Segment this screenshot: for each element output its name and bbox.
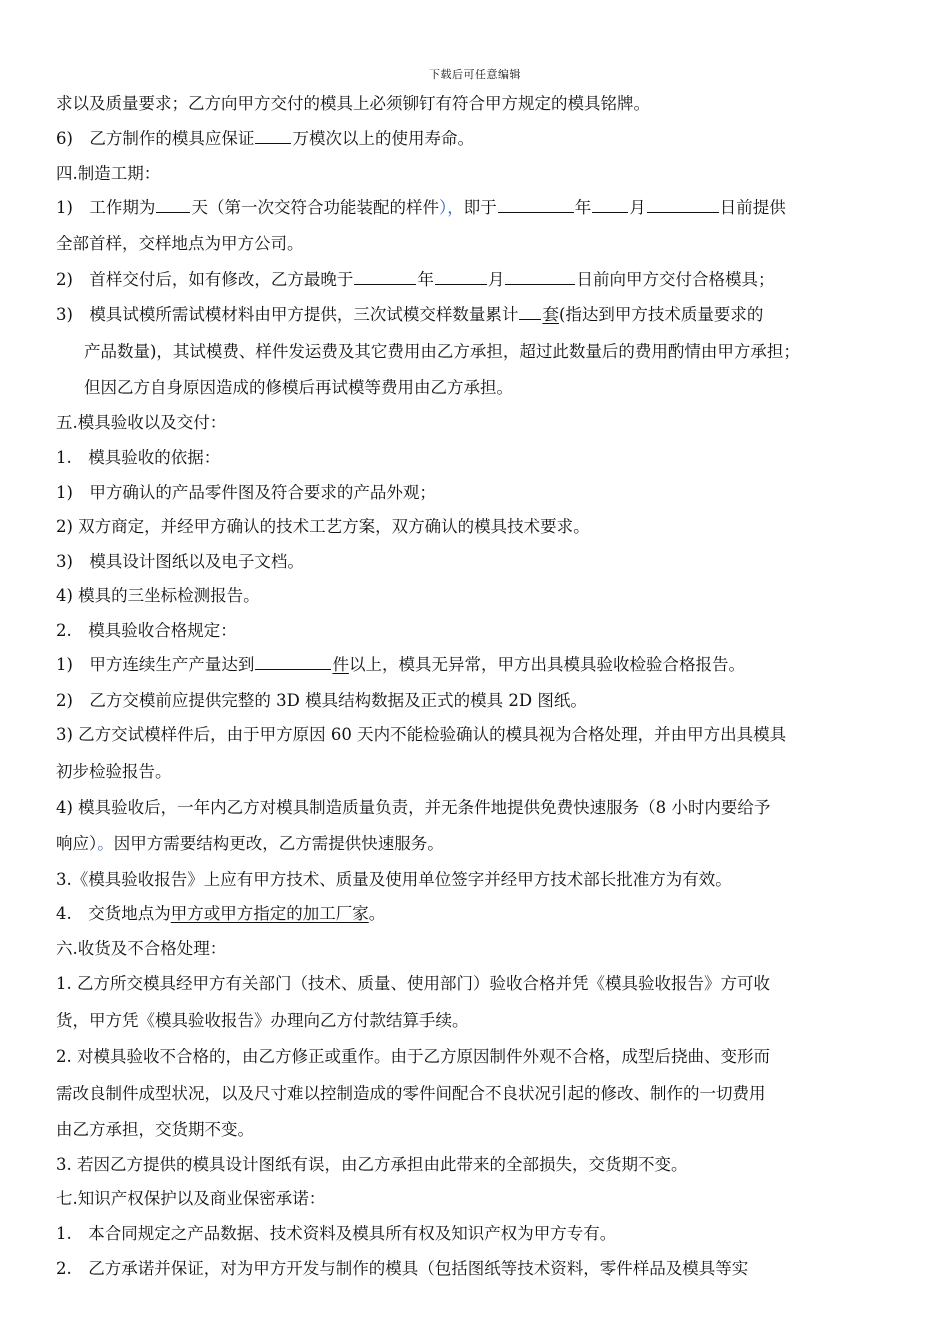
text-line: 1) 工作期为 天（第一次交符合功能装配的样件），即于 年 月 日前提供 (56, 198, 786, 217)
text-line: 响应）。因甲方需要结构更改，乙方需提供快速服务。 (56, 834, 444, 853)
text-line: 3.《模具验收报告》上应有甲方技术、质量及使用单位签字并经甲方技术部长批准方为有效。 (56, 870, 732, 889)
fill-blank (156, 211, 190, 213)
text-line: 货，甲方凭《模具验收报告》办理向乙方付款结算手续。 (56, 1011, 469, 1030)
text-line: 产品数量)，其试模费、样件发运费及其它费用由乙方承担，超过此数量后的费用酌情由甲方承担； (84, 342, 800, 361)
fill-blank (498, 211, 574, 213)
text-line: 3) 模具试模所需试模材料由甲方提供，三次试模交样数量累计 套(指达到甲方技术质量要求的 (56, 305, 764, 324)
section-heading: 六.收货及不合格处理： (56, 939, 227, 958)
text-line: 2. 模具验收合格规定： (56, 621, 237, 640)
text-line: 全部首样，交样地点为甲方公司。 (56, 234, 304, 253)
fill-blank (505, 283, 575, 285)
text-line: 1. 本合同规定之产品数据、技术资料及模具所有权及知识产权为甲方专有。 (56, 1224, 617, 1243)
text-line: 4) 模具验收后，一年内乙方对模具制造质量负责，并无条件地提供免费快速服务（8 小时内要给予 (56, 798, 771, 817)
text-line: 4) 模具的三坐标检测报告。 (56, 586, 260, 605)
page-header: 下载后可任意编辑 (429, 68, 521, 81)
text-line: 求以及质量要求；乙方向甲方交付的模具上必须铆钉有符合甲方规定的模具铭牌。 (56, 94, 650, 113)
text-line: 由乙方承担，交货期不变。 (56, 1120, 254, 1139)
text-line: 1. 模具验收的依据： (56, 448, 221, 467)
section-heading: 七.知识产权保护以及商业保密承诺： (56, 1189, 326, 1208)
text-line: 需改良制件成型状况，以及尺寸难以控制造成的零件间配合不良状况引起的修改、制作的一切费用 (56, 1084, 766, 1103)
text-line: 2) 双方商定，并经甲方确认的技术工艺方案，双方确认的模具技术要求。 (56, 517, 590, 536)
text-line: 1) 甲方确认的产品零件图及符合要求的产品外观； (56, 483, 436, 502)
text-line: 1) 甲方连续生产产量达到 件以上，模具无异常，甲方出具模具验收检验合格报告。 (56, 655, 745, 674)
fill-blank (519, 318, 541, 320)
text-line: 1. 乙方所交模具经甲方有关部门（技术、质量、使用部门）验收合格并凭《模具验收报告》方可收 (56, 974, 770, 993)
text-line: 2) 首样交付后，如有修改，乙方最晚于 年 月 日前向甲方交付合格模具； (56, 270, 775, 289)
fill-blank (255, 142, 291, 144)
fill-blank (647, 211, 719, 213)
text-line: 4. 交货地点为甲方或甲方指定的加工厂家。 (56, 904, 386, 923)
fill-blank (592, 211, 628, 213)
section-heading: 五.模具验收以及交付： (56, 413, 227, 432)
text-line: 2. 乙方承诺并保证，对为甲方开发与制作的模具（包括图纸等技术资料，零件样品及模具等实 (56, 1259, 749, 1278)
text-line: 3) 乙方交试模样件后，由于甲方原因 60 天内不能检验确认的模具视为合格处理，并由甲方出具模具 (56, 725, 787, 744)
text-line: 但因乙方自身原因造成的修模后再试模等费用由乙方承担。 (84, 378, 513, 397)
text-line: 3) 模具设计图纸以及电子文档。 (56, 552, 304, 571)
fill-blank (255, 668, 331, 670)
section-heading: 四.制造工期： (56, 164, 161, 183)
text-line: 3. 若因乙方提供的模具设计图纸有误，由乙方承担由此带来的全部损失，交货期不变。 (56, 1155, 688, 1174)
text-line: 2. 对模具验收不合格的，由乙方修正或重作。由于乙方原因制件外观不合格，成型后挠曲、变形而 (56, 1047, 770, 1066)
text-line: 2) 乙方交模前应提供完整的 3D 模具结构数据及正式的模具 2D 图纸。 (56, 691, 587, 710)
fill-blank (435, 283, 487, 285)
text-line: 6) 乙方制作的模具应保证 万模次以上的使用寿命。 (56, 129, 474, 148)
text-line: 初步检验报告。 (56, 762, 172, 781)
fill-blank (354, 283, 416, 285)
